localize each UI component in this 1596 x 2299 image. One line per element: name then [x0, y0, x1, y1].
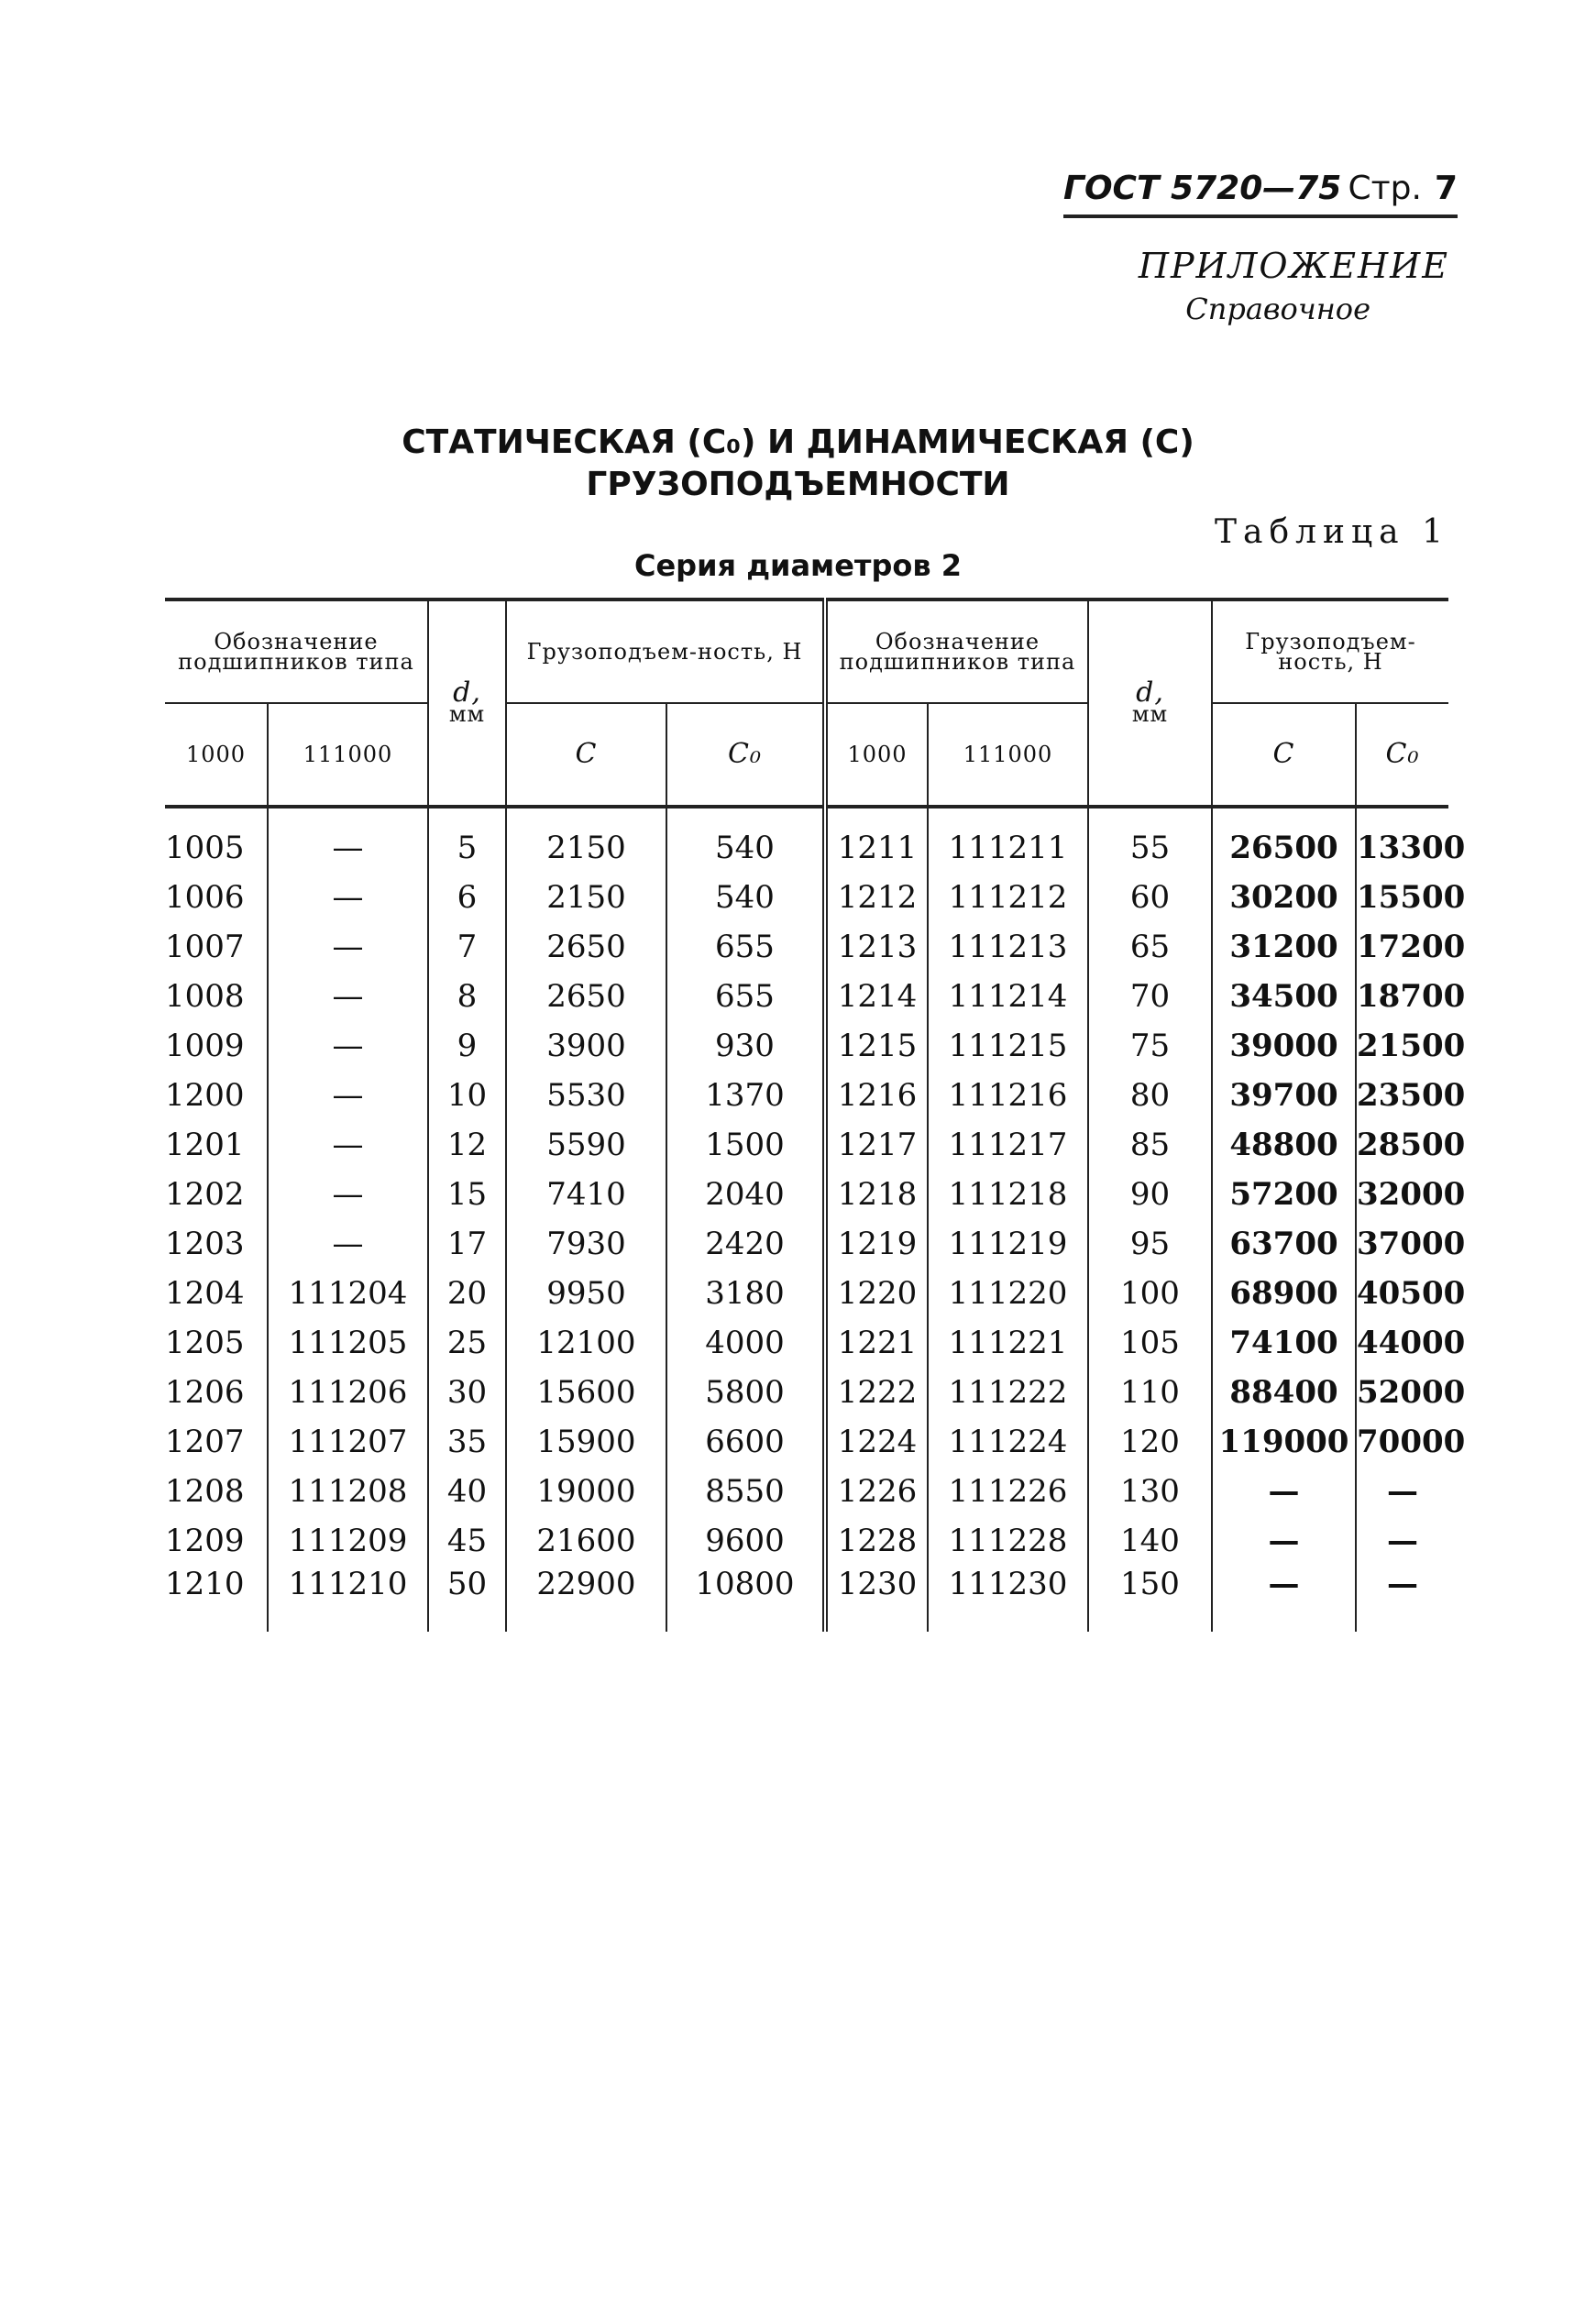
cell-type-111000-right: 111211 — [928, 807, 1088, 873]
cell-c-left: 22900 — [506, 1566, 666, 1632]
table-row — [165, 972, 1448, 1021]
header-c0-right: C₀ — [1356, 703, 1448, 807]
cell-type-111000-right: 111220 — [928, 1269, 1088, 1318]
cell-type-111000-left: — — [268, 922, 428, 972]
table-row — [165, 1269, 1448, 1318]
cell-c0-right: 32000 — [1356, 1170, 1448, 1219]
header-c0-left: C₀ — [666, 703, 825, 807]
header-d-unit: мм — [448, 700, 486, 727]
cell-c0-right: 17200 — [1356, 922, 1448, 972]
cell-d-right: 90 — [1088, 1170, 1212, 1219]
cell-c-right: 39700 — [1212, 1071, 1356, 1120]
cell-type-111000-right: 111228 — [928, 1516, 1088, 1566]
cell-c0-right: 37000 — [1356, 1219, 1448, 1269]
cell-d-left: 15 — [428, 1170, 506, 1219]
cell-type-1000-right: 1213 — [825, 922, 928, 972]
table-row — [165, 1219, 1448, 1269]
cell-type-111000-left: 111207 — [268, 1417, 428, 1467]
cell-type-111000-right: 111216 — [928, 1071, 1088, 1120]
table-row — [165, 807, 1448, 873]
cell-type-111000-left: — — [268, 1170, 428, 1219]
cell-type-1000-right: 1222 — [825, 1368, 928, 1417]
cell-type-1000-right: 1226 — [825, 1467, 928, 1516]
table-row — [165, 1071, 1448, 1120]
appendix-subtitle: Справочное — [1185, 292, 1370, 326]
table-body — [165, 807, 1466, 1632]
cell-c0-right: 21500 — [1356, 1021, 1448, 1071]
cell-c0-right: 70000 — [1356, 1417, 1448, 1467]
cell-c-right: 48800 — [1212, 1120, 1356, 1170]
cell-type-111000-left: 111209 — [268, 1516, 428, 1566]
page-title-line-2: ГРУЗОПОДЪЕМНОСТИ — [586, 466, 1010, 503]
cell-c0-right: — — [1356, 1516, 1448, 1566]
cell-c-right: 74100 — [1212, 1318, 1356, 1368]
header-rule — [1063, 214, 1458, 218]
page-indicator — [1348, 170, 1458, 207]
cell-d-right: 105 — [1088, 1318, 1212, 1368]
cell-type-111000-right: 111230 — [928, 1566, 1088, 1632]
cell-d-left: 12 — [428, 1120, 506, 1170]
cell-type-111000-left: 111205 — [268, 1318, 428, 1368]
cell-c0-left: 6600 — [666, 1417, 825, 1467]
cell-type-111000-right: 111224 — [928, 1417, 1088, 1467]
cell-c-right: — — [1212, 1516, 1356, 1566]
cell-c-left: 7410 — [506, 1170, 666, 1219]
appendix-title: ПРИЛОЖЕНИЕ — [1138, 246, 1449, 286]
cell-d-left: 35 — [428, 1417, 506, 1467]
cell-type-1000-right: 1214 — [825, 972, 928, 1021]
cell-type-1000-left: 1008 — [165, 978, 245, 1015]
cell-c0-right: 15500 — [1356, 873, 1448, 922]
header-designation-right: Обозначение подшипников типа — [825, 600, 1088, 703]
cell-c0-right: 40500 — [1356, 1269, 1448, 1318]
cell-type-1000-left: 1009 — [165, 1028, 245, 1064]
cell-type-111000-left: 111210 — [268, 1566, 428, 1632]
cell-d-left: 6 — [428, 873, 506, 922]
cell-type-1000-left: 1006 — [165, 879, 245, 916]
cell-c0-left: 1370 — [666, 1071, 825, 1120]
cell-c0-left: 1500 — [666, 1120, 825, 1170]
cell-c0-right: 13300 — [1356, 807, 1448, 873]
cell-type-1000-right: 1216 — [825, 1071, 928, 1120]
page-header — [1063, 170, 1458, 207]
cell-type-1000-left: 1202 — [165, 1176, 245, 1213]
cell-c-right: 39000 — [1212, 1021, 1356, 1071]
cell-type-1000-right: 1221 — [825, 1318, 928, 1368]
cell-c0-right: 18700 — [1356, 972, 1448, 1021]
cell-c-right: 68900 — [1212, 1269, 1356, 1318]
cell-c-right: 57200 — [1212, 1170, 1356, 1219]
cell-type-1000-left: 1207 — [165, 1424, 245, 1460]
cell-c-left: 9950 — [506, 1269, 666, 1318]
cell-c0-right: — — [1356, 1566, 1448, 1632]
table-row — [165, 1467, 1448, 1516]
cell-type-1000-right: 1219 — [825, 1219, 928, 1269]
table-row — [165, 1318, 1448, 1368]
cell-c-left: 5530 — [506, 1071, 666, 1120]
cell-c0-left: 930 — [666, 1021, 825, 1071]
cell-type-111000-left: — — [268, 972, 428, 1021]
cell-type-111000-left: 111208 — [268, 1467, 428, 1516]
header-type-111000-right: 111000 — [928, 703, 1088, 807]
cell-c-right: — — [1212, 1566, 1356, 1632]
cell-type-111000-left: 111204 — [268, 1269, 428, 1318]
cell-type-1000-right: 1228 — [825, 1516, 928, 1566]
cell-c-right: 119000 — [1212, 1417, 1356, 1467]
table-row — [165, 1566, 1448, 1632]
cell-c-right: 26500 — [1212, 807, 1356, 873]
header-d-symbol: d, — [453, 676, 481, 709]
cell-c0-right: 23500 — [1356, 1071, 1448, 1120]
table-row — [165, 873, 1448, 922]
header-c-right: C — [1212, 703, 1356, 807]
cell-c-left: 2650 — [506, 922, 666, 972]
cell-d-right: 85 — [1088, 1120, 1212, 1170]
cell-c0-left: 3180 — [666, 1269, 825, 1318]
header-type-1000-left: 1000 — [165, 703, 268, 807]
header-type-111000-left: 111000 — [268, 703, 428, 807]
table-row — [165, 1417, 1448, 1467]
cell-d-right: 65 — [1088, 922, 1212, 972]
series-label: Серия диаметров 2 — [633, 548, 962, 583]
table-row — [165, 1368, 1448, 1417]
cell-type-111000-left: — — [268, 807, 428, 873]
cell-type-111000-right: 111222 — [928, 1368, 1088, 1417]
cell-type-111000-right: 111212 — [928, 873, 1088, 922]
table-row — [165, 1516, 1448, 1566]
table-row — [165, 1120, 1448, 1170]
cell-type-111000-right: 111221 — [928, 1318, 1088, 1368]
cell-c-right: — — [1212, 1467, 1356, 1516]
cell-type-1000-right: 1224 — [825, 1417, 928, 1467]
cell-d-right: 60 — [1088, 873, 1212, 922]
header-type-1000-right: 1000 — [825, 703, 928, 807]
cell-type-1000-right: 1211 — [825, 807, 928, 873]
cell-type-1000-left: 1209 — [165, 1523, 245, 1559]
cell-c0-left: 2420 — [666, 1219, 825, 1269]
table-row — [165, 1170, 1448, 1219]
table-row — [165, 1021, 1448, 1071]
cell-c0-left: 2040 — [666, 1170, 825, 1219]
cell-type-111000-left: — — [268, 1120, 428, 1170]
cell-c-right: 31200 — [1212, 922, 1356, 972]
cell-type-1000-left: 1210 — [165, 1566, 245, 1602]
header-d-symbol: d, — [1136, 676, 1164, 709]
cell-c-left: 2650 — [506, 972, 666, 1021]
header-designation-left: Обозначение подшипников типа — [165, 600, 428, 703]
cell-d-left: 50 — [428, 1566, 506, 1632]
cell-type-111000-left: 111206 — [268, 1368, 428, 1417]
cell-c0-right: 52000 — [1356, 1368, 1448, 1417]
cell-c-right: 63700 — [1212, 1219, 1356, 1269]
cell-type-1000-left: 1204 — [165, 1275, 245, 1312]
cell-type-111000-right: 111214 — [928, 972, 1088, 1021]
cell-c-left: 12100 — [506, 1318, 666, 1368]
cell-c0-left: 655 — [666, 972, 825, 1021]
cell-c0-left: 540 — [666, 873, 825, 922]
cell-type-1000-left: 1005 — [165, 830, 245, 866]
cell-type-111000-right: 111213 — [928, 922, 1088, 972]
cell-c0-right: 44000 — [1356, 1318, 1448, 1368]
cell-d-right: 95 — [1088, 1219, 1212, 1269]
cell-c0-left: 655 — [666, 922, 825, 972]
load-capacity-table — [165, 598, 1466, 1632]
cell-c0-left: 4000 — [666, 1318, 825, 1368]
cell-type-1000-left: 1203 — [165, 1226, 245, 1262]
cell-d-right: 80 — [1088, 1071, 1212, 1120]
cell-type-1000-right: 1230 — [825, 1566, 928, 1632]
header-capacity-left: Грузоподъем-ность, Н — [506, 600, 825, 703]
cell-c-left: 15600 — [506, 1368, 666, 1417]
header-d-left — [428, 600, 506, 807]
cell-d-left: 17 — [428, 1219, 506, 1269]
cell-c0-left: 8550 — [666, 1467, 825, 1516]
cell-d-left: 20 — [428, 1269, 506, 1318]
cell-type-111000-right: 111215 — [928, 1021, 1088, 1071]
cell-d-right: 130 — [1088, 1467, 1212, 1516]
cell-d-right: 110 — [1088, 1368, 1212, 1417]
cell-type-1000-left: 1007 — [165, 929, 245, 965]
cell-d-right: 150 — [1088, 1566, 1212, 1632]
cell-type-1000-right: 1217 — [825, 1120, 928, 1170]
cell-type-111000-right: 111218 — [928, 1170, 1088, 1219]
cell-c-left: 19000 — [506, 1467, 666, 1516]
cell-type-1000-left: 1201 — [165, 1127, 245, 1163]
cell-type-111000-left: — — [268, 1021, 428, 1071]
table-label: Таблица 1 — [1215, 513, 1449, 551]
header-capacity-right: Грузоподъем-ность, Н — [1212, 600, 1448, 703]
cell-d-left: 7 — [428, 922, 506, 972]
cell-c-left: 2150 — [506, 807, 666, 873]
cell-d-left: 45 — [428, 1516, 506, 1566]
page-title-line-1: СТАТИЧЕСКАЯ (C₀) И ДИНАМИЧЕСКАЯ (C) — [402, 424, 1194, 461]
cell-d-right: 100 — [1088, 1269, 1212, 1318]
standard-number: ГОСТ 5720—75 — [1063, 170, 1342, 207]
cell-c-left: 7930 — [506, 1219, 666, 1269]
cell-type-1000-right: 1218 — [825, 1170, 928, 1219]
cell-c0-right: — — [1356, 1467, 1448, 1516]
page-number: 7 — [1434, 170, 1458, 207]
cell-c0-left: 9600 — [666, 1516, 825, 1566]
cell-c0-left: 540 — [666, 807, 825, 873]
cell-d-left: 5 — [428, 807, 506, 873]
cell-type-111000-right: 111219 — [928, 1219, 1088, 1269]
cell-type-111000-left: — — [268, 1071, 428, 1120]
header-d-unit: мм — [1131, 700, 1169, 727]
header-d-right — [1088, 600, 1212, 807]
cell-type-111000-right: 111226 — [928, 1467, 1088, 1516]
cell-d-left: 30 — [428, 1368, 506, 1417]
cell-type-111000-right: 111217 — [928, 1120, 1088, 1170]
cell-c-left: 3900 — [506, 1021, 666, 1071]
cell-type-1000-left: 1206 — [165, 1374, 245, 1411]
cell-type-1000-left: 1208 — [165, 1473, 245, 1510]
cell-c-left: 2150 — [506, 873, 666, 922]
cell-type-1000-left: 1200 — [165, 1077, 245, 1114]
cell-d-left: 8 — [428, 972, 506, 1021]
cell-c0-left: 5800 — [666, 1368, 825, 1417]
cell-type-1000-right: 1215 — [825, 1021, 928, 1071]
cell-c-right: 34500 — [1212, 972, 1356, 1021]
cell-c-left: 21600 — [506, 1516, 666, 1566]
table-row — [165, 922, 1448, 972]
cell-c0-left: 10800 — [666, 1566, 825, 1632]
cell-type-1000-right: 1212 — [825, 873, 928, 922]
cell-d-left: 10 — [428, 1071, 506, 1120]
cell-d-right: 70 — [1088, 972, 1212, 1021]
cell-d-left: 40 — [428, 1467, 506, 1516]
cell-c0-right: 28500 — [1356, 1120, 1448, 1170]
page-prefix: Стр. — [1348, 170, 1422, 207]
cell-d-right: 140 — [1088, 1516, 1212, 1566]
cell-type-1000-left: 1205 — [165, 1325, 245, 1361]
cell-d-right: 55 — [1088, 807, 1212, 873]
cell-c-right: 88400 — [1212, 1368, 1356, 1417]
header-c-left: C — [506, 703, 666, 807]
cell-type-1000-right: 1220 — [825, 1269, 928, 1318]
cell-c-left: 5590 — [506, 1120, 666, 1170]
cell-type-111000-left: — — [268, 1219, 428, 1269]
cell-type-111000-left: — — [268, 873, 428, 922]
cell-d-left: 9 — [428, 1021, 506, 1071]
cell-c-left: 15900 — [506, 1417, 666, 1467]
cell-d-left: 25 — [428, 1318, 506, 1368]
cell-c-right: 30200 — [1212, 873, 1356, 922]
cell-d-right: 75 — [1088, 1021, 1212, 1071]
cell-d-right: 120 — [1088, 1417, 1212, 1467]
